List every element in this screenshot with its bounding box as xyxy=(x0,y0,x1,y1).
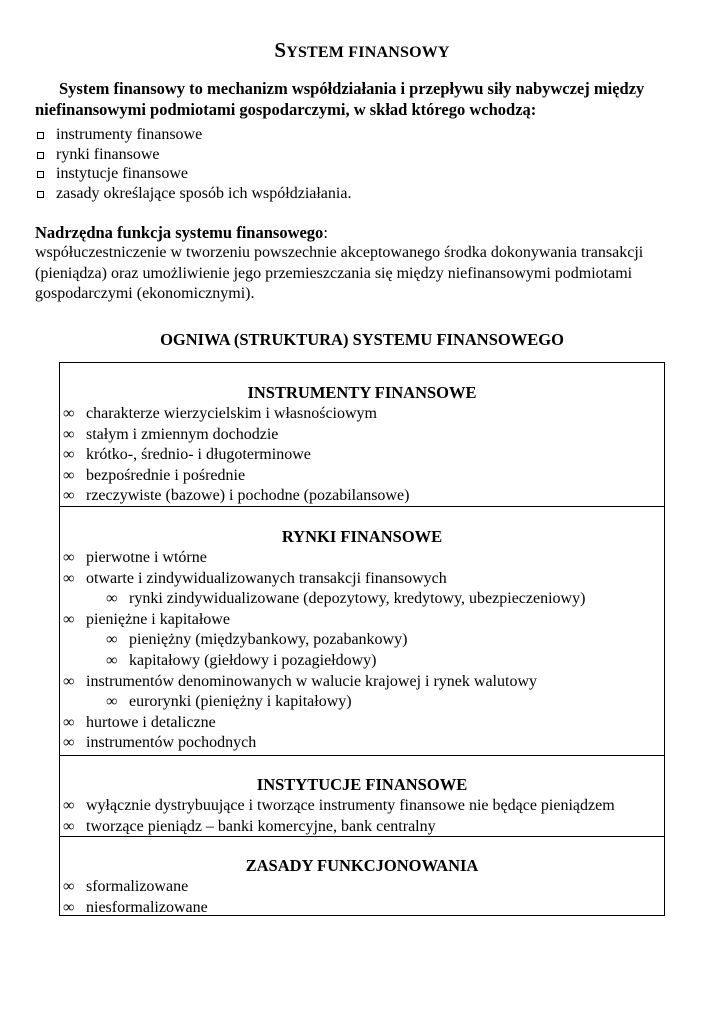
list-item: instrumenty finansowe xyxy=(35,125,675,145)
list-subitem: ∞ kapitałowy (giełdowy i pozagiełdowy) xyxy=(63,651,663,672)
list-item: rynki finansowe xyxy=(35,145,675,165)
structure-title: OGNIWA (STRUKTURA) SYSTEMU FINANSOWEGO xyxy=(160,330,564,349)
list-item: ∞ instrumentów pochodnych xyxy=(63,733,663,754)
list-item: ∞ niesformalizowane xyxy=(63,898,663,919)
list-item: ∞ krótko-, średnio- i długoterminowe xyxy=(63,445,663,466)
infinity-bullet-icon: ∞ xyxy=(63,797,75,814)
infinity-bullet-icon: ∞ xyxy=(63,898,75,916)
infinity-bullet-icon: ∞ xyxy=(63,466,75,484)
list-item: ∞ sformalizowane xyxy=(63,877,663,898)
list-subitem: ∞ eurorynki (pieniężny i kapitałowy) xyxy=(63,692,663,713)
infinity-bullet-icon: ∞ xyxy=(63,672,75,690)
infinity-bullet-icon: ∞ xyxy=(63,878,75,895)
list-item: ∞ tworzące pieniądz – banki komercyjne, bank centralny xyxy=(63,817,663,838)
infinity-bullet-icon: ∞ xyxy=(63,425,75,443)
infinity-bullet-icon: ∞ xyxy=(63,610,75,628)
list-subitem: ∞ rynki zindywidualizowane (depozytowy, kredytowy, ubezpieczeniowy) xyxy=(63,589,663,610)
list-item: zasady określające sposób ich współdziałania. xyxy=(35,184,675,204)
page-title xyxy=(0,38,724,63)
infinity-bullet-icon: ∞ xyxy=(63,734,75,752)
square-bullet-icon xyxy=(37,132,44,139)
infinity-bullet-icon: ∞ xyxy=(106,693,118,711)
square-bullet-icon xyxy=(37,191,44,198)
section-rynki xyxy=(59,506,665,756)
section-heading: INSTRUMENTY FINANSOWE xyxy=(247,383,477,402)
infinity-bullet-icon: ∞ xyxy=(63,446,75,464)
list-item: instytucje finansowe xyxy=(35,164,675,184)
list-item: ∞ bezpośrednie i pośrednie xyxy=(63,466,663,487)
list-item: ∞ wyłącznie dystrybuujące i tworzące instrumenty finansowe nie będące pieniądzem xyxy=(63,796,663,817)
list-subitem: ∞ pieniężny (międzybankowy, pozabankowy) xyxy=(63,630,663,651)
list-item: ∞ rzeczywiste (bazowe) i pochodne (pozabilansowe) xyxy=(63,486,663,507)
list-item: ∞ instrumentów denominowanych w walucie krajowej i rynek walutowy xyxy=(63,672,663,693)
infinity-bullet-icon: ∞ xyxy=(63,817,75,835)
square-bullet-icon xyxy=(37,152,44,159)
intro-paragraph: System finansowy to mechanizm współdziałania i przepływu siły nabywczej między niefinansowymi podmiotami gospodarczymi, w skład którego wchodzą: xyxy=(35,79,645,119)
infinity-bullet-icon: ∞ xyxy=(63,487,75,505)
square-bullet-icon xyxy=(37,171,44,178)
list-item: ∞ otwarte i zindywidualizowanych transakcji finansowych xyxy=(63,569,663,590)
function-heading: Nadrzędna funkcja systemu finansowego: xyxy=(35,223,328,242)
section-heading: RYNKI FINANSOWE xyxy=(281,527,443,546)
section-instytucje xyxy=(59,755,665,837)
list-item: ∞ pierwotne i wtórne xyxy=(63,548,663,569)
function-body: współuczestniczenie w tworzeniu powszechnie akceptowanego środka dokonywania transakcji (pieniądza) oraz umożliwienie jego przemieszczania się między niefinansowymi podmiotami gospodarczymi (ekonomicznymi). xyxy=(35,244,644,302)
infinity-bullet-icon: ∞ xyxy=(106,631,118,649)
infinity-bullet-icon: ∞ xyxy=(106,590,118,608)
components-list xyxy=(35,125,675,203)
section-heading: ZASADY FUNKCJONOWANIA xyxy=(245,856,479,875)
list-item: ∞ charakterze wierzycielskim i własnościowym xyxy=(63,404,663,425)
list-item: ∞ hurtowe i detaliczne xyxy=(63,713,663,734)
title-first-letter: S xyxy=(274,38,287,62)
section-instrumenty xyxy=(59,362,665,507)
title-rest: YSTEM FINANSOWY xyxy=(286,44,450,61)
infinity-bullet-icon: ∞ xyxy=(63,405,75,422)
list-item: ∞ pieniężne i kapitałowe xyxy=(63,610,663,631)
infinity-bullet-icon: ∞ xyxy=(63,569,75,587)
infinity-bullet-icon: ∞ xyxy=(106,651,118,669)
list-item: ∞ stałym i zmiennym dochodzie xyxy=(63,425,663,446)
infinity-bullet-icon: ∞ xyxy=(63,713,75,731)
section-zasady xyxy=(59,836,665,916)
section-heading: INSTYTUCJE FINANSOWE xyxy=(256,775,468,794)
infinity-bullet-icon: ∞ xyxy=(63,549,75,566)
